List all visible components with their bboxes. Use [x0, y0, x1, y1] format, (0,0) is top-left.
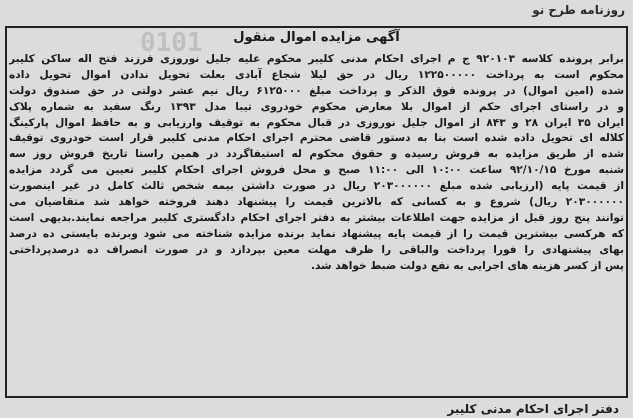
notice-line: و در راستای اجرای حکم از اموال بلا معارض محکوم خودروی تیبا مدل ۱۳۹۳ رنگ سفید به شماره پلاک [9, 100, 624, 113]
notice-signature: دفتر اجرای احکام مدنی کلیبر [447, 402, 619, 416]
notice-title: آگهی مزایده اموال منقول [233, 30, 400, 45]
notice-line: از قیمت پایه (ارزیابی شده مبلغ ۲۰۳۰۰۰۰۰۰ ریال در صورت داشتن بیمه شخص ثالث کامل در غیر اینصورت [9, 180, 624, 193]
notice-line: ایران ۳۵ ایران ۲۸ و ۸۴۳ از اموال جلیل نوروزی در قبال محکوم به توقیف وارزیابی و به حافظ اموال پارکینگ [9, 116, 624, 129]
notice-line: شده از طریق مزایده به فروش رسیده و حقوق محکوم له استیفاگردد در همین راستا تاریخ فروش روز سه [9, 148, 624, 161]
newspaper-label: روزنامه طرح نو [532, 3, 625, 17]
notice-line: که هرکسی بیشترین قیمت را از قیمت پایه پیشنهاد نماید برنده مزایده شناخته می شود وبرنده بایستی ده درصد [9, 227, 624, 240]
notice-line: توانند پنج روز قبل از مزایده جهت اطلاعات بیشتر به دفتر اجرای احکام دادگستری کلیبر مراجعه نمایند.بدیهی است [9, 211, 624, 224]
notice-line: شده (امین اموال) در پرونده فوق الذکر و پرداخت مبلغ ۶۱۲۵۰۰۰ ریال نیم عشر دولتی در حق صندوق دولت [9, 84, 624, 97]
notice-line: محکوم است به پرداخت ۱۲۲۵۰۰۰۰۰ ریال در حق لیلا شجاع آبادی بعلت تحویل ندادن اموال تحویل داده [9, 68, 624, 81]
notice-line: کلاله ای تحویل داده شده است بنا به دستور قاضی محترم اجرای احکام مدنی کلیبر قرار است خودروی توقیف [9, 132, 624, 145]
notice-body [9, 52, 624, 274]
notice-line: پس از کسر هزینه های اجرایی به نفع دولت ضبط خواهد شد. [311, 259, 624, 272]
notice-line: ۲۰۳۰۰۰۰۰۰ ریال) شروع و به کسانی که بالاترین قیمت را پیشنهاد دهند فروخته خواهد شد متقاضیان می [9, 196, 624, 209]
watermark: 0101 [140, 28, 203, 58]
notice-line: شنبه مورخ ۹۲/۱۰/۱۵ ساعت ۱۰:۰۰ الی ۱۱:۰۰ صبح و محل فروش اجرای احکام کلیبر تعیین می گردد مزایده [9, 164, 624, 177]
notice-line: برابر پرونده کلاسه ۹۲۰۱۰۳ ج م اجرای احکام مدنی کلیبر محکوم علیه جلیل نوروزی فرزند فتح اله ساکن کلیبر [9, 53, 624, 65]
notice-line: بهای پیشنهادی را فورا پرداخت والباقی را ظرف مهلت معین بپردازد و در صورت انصراف ده درصدپرداختی [9, 243, 624, 256]
